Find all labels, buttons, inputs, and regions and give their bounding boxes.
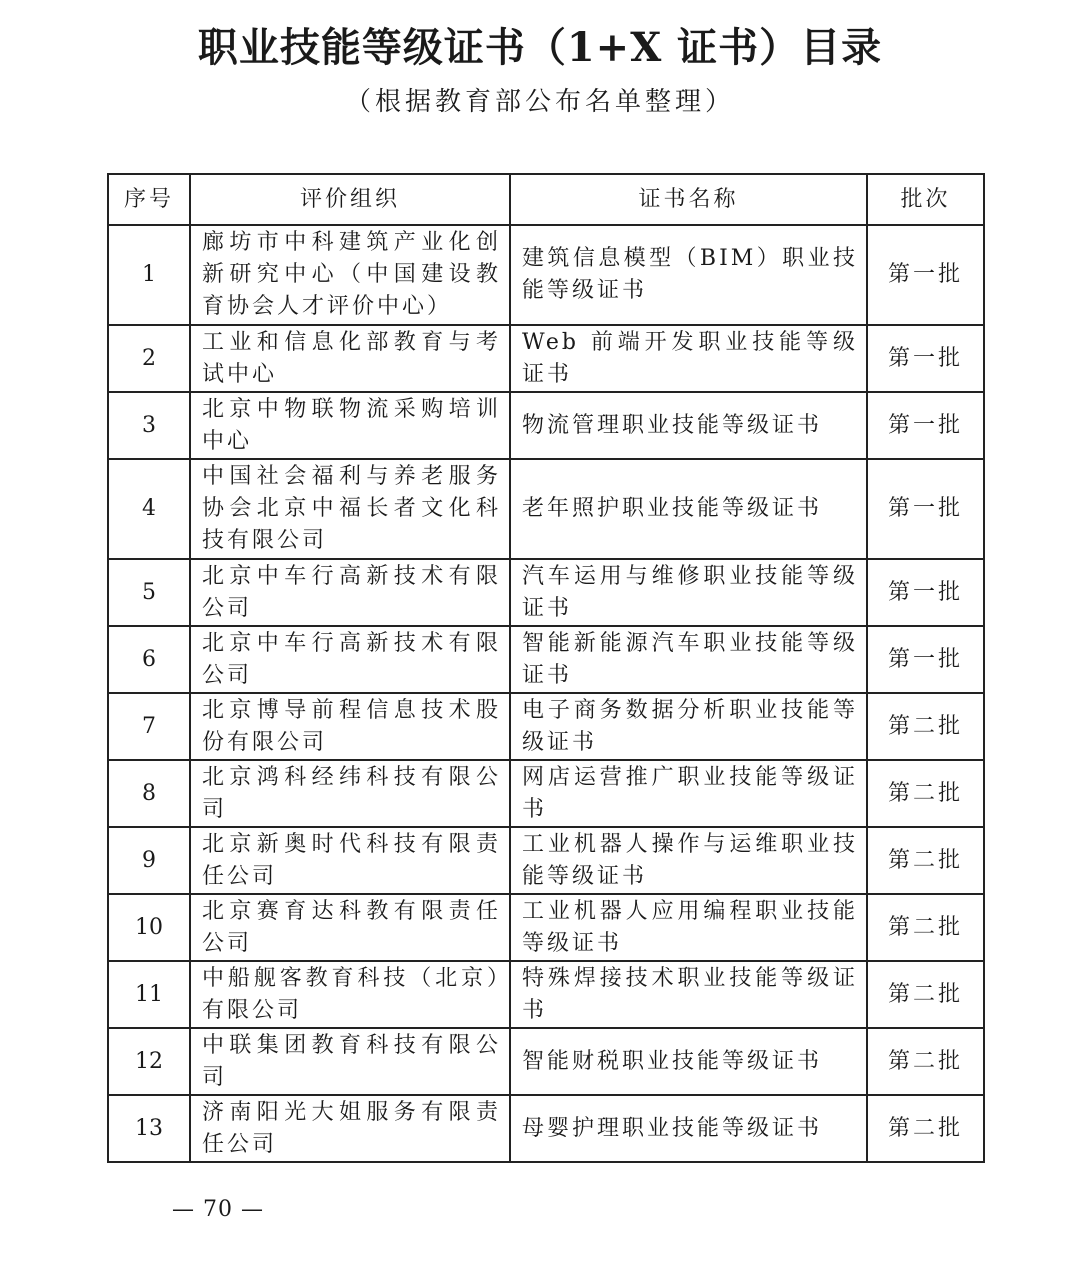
row-number: 9 <box>108 827 190 894</box>
table-row <box>108 693 984 760</box>
table-row <box>108 961 984 1028</box>
table-row <box>108 827 984 894</box>
row-number: 8 <box>108 760 190 827</box>
row-batch: 第一批 <box>867 459 984 559</box>
row-number: 2 <box>108 325 190 392</box>
row-number: 4 <box>108 459 190 559</box>
row-number: 6 <box>108 626 190 693</box>
table-row <box>108 559 984 626</box>
header-number: 序号 <box>108 174 190 225</box>
row-organization: 中联集团教育科技有限公司 <box>190 1028 510 1095</box>
table-row <box>108 894 984 961</box>
table-row <box>108 760 984 827</box>
certificate-table <box>107 173 985 1163</box>
row-batch: 第一批 <box>867 225 984 325</box>
row-number: 11 <box>108 961 190 1028</box>
row-organization: 济南阳光大姐服务有限责任公司 <box>190 1095 510 1162</box>
row-certificate: Web 前端开发职业技能等级证书 <box>510 325 867 392</box>
row-certificate: 网店运营推广职业技能等级证书 <box>510 760 867 827</box>
page-subtitle: （根据教育部公布名单整理） <box>344 87 735 117</box>
row-batch: 第一批 <box>867 559 984 626</box>
row-number: 7 <box>108 693 190 760</box>
row-organization: 北京中车行高新技术有限公司 <box>190 626 510 693</box>
row-organization: 廊坊市中科建筑产业化创新研究中心（中国建设教育协会人才评价中心） <box>190 225 510 325</box>
row-organization: 北京中车行高新技术有限公司 <box>190 559 510 626</box>
row-certificate: 汽车运用与维修职业技能等级证书 <box>510 559 867 626</box>
row-certificate: 工业机器人应用编程职业技能等级证书 <box>510 894 867 961</box>
table-row <box>108 1095 984 1162</box>
row-certificate: 智能新能源汽车职业技能等级证书 <box>510 626 867 693</box>
header-batch: 批次 <box>867 174 984 225</box>
page-number: — 70 — <box>172 1197 264 1222</box>
row-batch: 第二批 <box>867 1028 984 1095</box>
row-certificate: 电子商务数据分析职业技能等级证书 <box>510 693 867 760</box>
row-certificate: 建筑信息模型（BIM）职业技能等级证书 <box>510 225 867 325</box>
table-row <box>108 1028 984 1095</box>
row-number: 1 <box>108 225 190 325</box>
row-certificate: 工业机器人操作与运维职业技能等级证书 <box>510 827 867 894</box>
table-row <box>108 459 984 559</box>
row-organization: 北京赛育达科教有限责任公司 <box>190 894 510 961</box>
row-organization: 北京鸿科经纬科技有限公司 <box>190 760 510 827</box>
table-row <box>108 392 984 459</box>
row-number: 12 <box>108 1028 190 1095</box>
header-certificate: 证书名称 <box>510 174 867 225</box>
row-organization: 中船舰客教育科技（北京）有限公司 <box>190 961 510 1028</box>
row-organization: 北京新奥时代科技有限责任公司 <box>190 827 510 894</box>
row-organization: 北京中物联物流采购培训中心 <box>190 392 510 459</box>
row-batch: 第二批 <box>867 827 984 894</box>
row-organization: 中国社会福利与养老服务协会北京中福长者文化科技有限公司 <box>190 459 510 559</box>
row-certificate: 老年照护职业技能等级证书 <box>510 459 867 559</box>
table-row <box>108 325 984 392</box>
table-header-row <box>108 174 984 225</box>
row-certificate: 物流管理职业技能等级证书 <box>510 392 867 459</box>
row-certificate: 特殊焊接技术职业技能等级证书 <box>510 961 867 1028</box>
row-batch: 第二批 <box>867 693 984 760</box>
row-batch: 第一批 <box>867 392 984 459</box>
row-number: 10 <box>108 894 190 961</box>
row-organization: 工业和信息化部教育与考试中心 <box>190 325 510 392</box>
row-batch: 第二批 <box>867 894 984 961</box>
row-certificate: 智能财税职业技能等级证书 <box>510 1028 867 1095</box>
header-organization: 评价组织 <box>190 174 510 225</box>
table-row <box>108 225 984 325</box>
row-batch: 第一批 <box>867 325 984 392</box>
row-batch: 第二批 <box>867 1095 984 1162</box>
row-number: 3 <box>108 392 190 459</box>
row-number: 13 <box>108 1095 190 1162</box>
row-batch: 第二批 <box>867 760 984 827</box>
row-certificate: 母婴护理职业技能等级证书 <box>510 1095 867 1162</box>
row-number: 5 <box>108 559 190 626</box>
row-batch: 第一批 <box>867 626 984 693</box>
row-batch: 第二批 <box>867 961 984 1028</box>
row-organization: 北京博导前程信息技术股份有限公司 <box>190 693 510 760</box>
table-row <box>108 626 984 693</box>
page-title: 职业技能等级证书（1+X 证书）目录 <box>197 24 883 71</box>
